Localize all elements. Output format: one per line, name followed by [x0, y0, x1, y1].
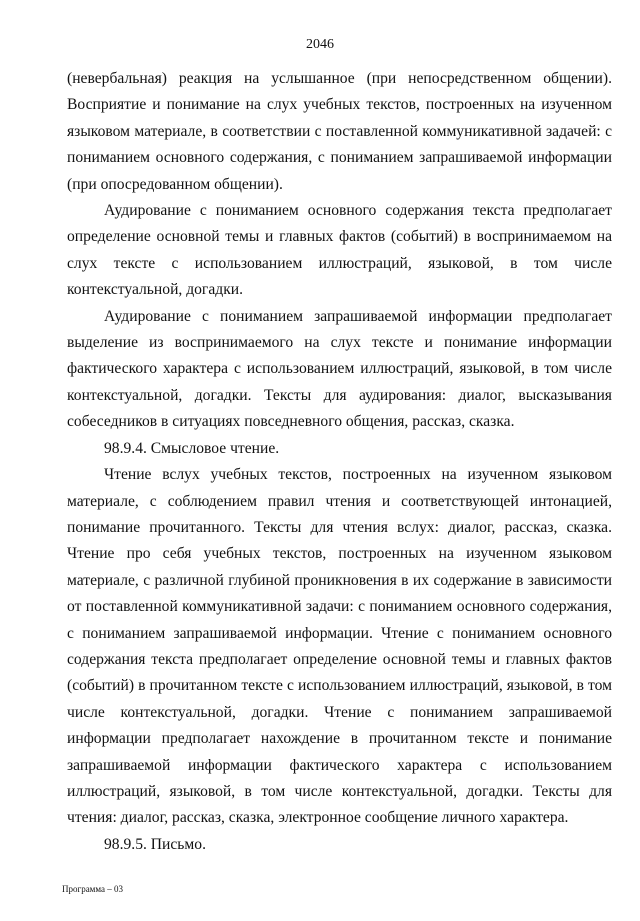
page-footer: Программа – 03	[62, 884, 124, 894]
paragraph: Чтение вслух учебных текстов, построенных на изученном языковом материале, с соблюдением правил чтения и соответствующей интонацией, понимание прочитанного. Тексты для чтения вслух: диалог, рассказ, сказка. Чтение про себя учебных текстов, построенных на изученном языковом материале, с различной глубиной проникновения в их содержание в зависимости от поставленной коммуникативной задачи: с пониманием основного содержания, с пониманием запрашиваемой информации. Чтение с пониманием основного содержания текста предполагает определение основной темы и главных фактов (событий) в прочитанном тексте с использованием иллюстраций, языковой, в том числе контекстуальной, догадки. Чтение с пониманием запрашиваемой информации предполагает нахождение в прочитанном тексте и понимание запрашиваемой информации фактического характера с использованием иллюстраций, языковой, в том числе контекстуальной, догадки. Тексты для чтения: диалог, рассказ, сказка, электронное сообщение личного характера.	[67, 466, 612, 827]
section-heading: 98.9.4. Смысловое чтение.	[104, 439, 280, 457]
page-number: 2046	[306, 37, 334, 52]
section-heading: 98.9.5. Письмо.	[104, 835, 206, 853]
document-body	[67, 66, 612, 858]
paragraph: (невербальная) реакция на услышанное (при непосредственном общении). Восприятие и понимание на слух учебных текстов, построенных на изученном языковом материале, в соответствии с поставленной коммуникативной задачей: с пониманием основного содержания, с пониманием запрашиваемой информации (при опосредованном общении).	[67, 70, 612, 193]
paragraph: Аудирование с пониманием запрашиваемой информации предполагает выделение из воспринимаемого на слух тексте и понимание информации фактического характера с использованием иллюстраций, языковой, в том числе контекстуальной, догадки. Тексты для аудирования: диалог, высказывания собеседников в ситуациях повседневного общения, рассказ, сказка.	[67, 307, 612, 431]
paragraph: Аудирование с пониманием основного содержания текста предполагает определение основной темы и главных фактов (событий) в воспринимаемом на слух тексте с использованием иллюстраций, языковой, в том числе контекстуальной, догадки.	[67, 202, 612, 299]
